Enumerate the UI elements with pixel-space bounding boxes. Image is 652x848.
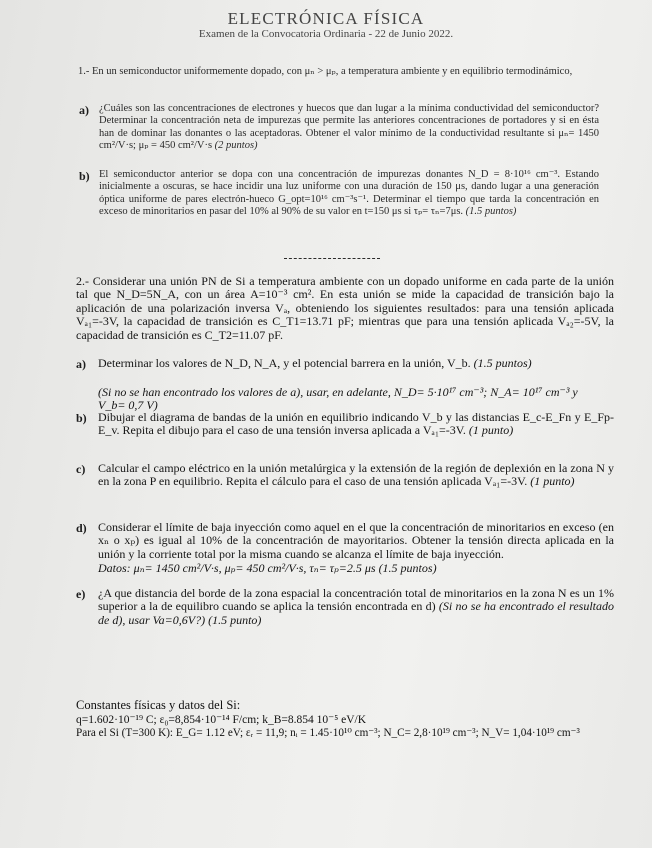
problem-2d-data-values: Datos: μₙ= 1450 cm²/V·s, μₚ= 450 cm²/V·s, τₙ= τₚ=2.5 μs xyxy=(98,561,376,575)
problem-2c-label: c) xyxy=(76,462,86,476)
problem-1b-label: b) xyxy=(79,169,90,183)
problem-1a-points: (2 puntos) xyxy=(214,140,258,152)
problem-2e-points: (1.5 punto) xyxy=(208,612,262,627)
problem-1b-points: (1.5 puntos) xyxy=(465,206,517,218)
problem-2a-points: (1.5 puntos) xyxy=(473,356,532,370)
problem-2e-label: e) xyxy=(76,587,86,601)
problem-2d-data xyxy=(98,562,614,575)
exam-subtitle: Examen de la Convocatoria Ordinaria - 22 de Junio 2022. xyxy=(198,28,454,40)
problem-2e-text xyxy=(98,587,614,627)
problem-1a-statement: ¿Cuáles son las concentraciones de electrones y huecos que dan lugar a la mínima conductividad del semiconductor? Determinar la concentración neta de impurezas que permite las anteriores concentraciones de portadores y si en ésta han de dominar las donantes o las aceptadoras. Obtener el valor mínimo de la conductividad resultante si μₙ= 1450 cm²/V·s; μₚ = 450 cm²/V·s xyxy=(99,103,599,152)
exam-title: ELECTRÓNICA FÍSICA xyxy=(227,9,425,28)
problem-2b-text xyxy=(98,411,614,438)
problem-2b-points: (1 punto) xyxy=(468,423,514,438)
problem-2b-statement: Dibujar el diagrama de bandas de la unión en equilibrio indicando V_b y las distancias E_c-E_Fn y E_Fp-E_v. Repita el dibujo para el caso de una tensión inversa aplicada a Vₐ₁=-3V. xyxy=(98,410,614,438)
problem-1a-label: a) xyxy=(79,103,89,117)
problem-1b-statement: El semiconductor anterior se dopa con una concentración de impurezas donantes N_D = 8·10¹⁶ cm⁻³. Estando inicialmente a oscuras, se hace incidir una luz uniforme con una duración de 150 μs, dando lugar a una generación óptica uniforme de pares electrón-hueco G_opt=10¹⁶ cm⁻³s⁻¹. Determinar el tiempo que tarda la concentración en exceso de minoritarios en pasar del 10% al 90% de su valor en t=150 μs si τₚ= τₙ=7μs. xyxy=(99,169,599,218)
constants-heading: Constantes físicas y datos del Si: xyxy=(76,698,241,712)
problem-2d-text: Considerar el límite de baja inyección como aquel en el que la concentración de minoritarios en exceso (en xₙ o xₚ) es igual al 10% de la concentración de mayoritarios. Obtener la tensión directa aplicada en la unión y la corriente total por la misma cuando se alcanza el límite de baja inyección. xyxy=(98,520,614,561)
constants-line-2: Para el Si (T=300 K): E_G= 1.12 eV; εᵣ = 11,9; nᵢ = 1.45·10¹⁰ cm⁻³; N_C= 2,8·10¹⁹ cm⁻³; N_V= 1,04·10¹⁹ cm⁻³ xyxy=(76,727,580,739)
problem-2a-note: (Si no se han encontrado los valores de a), usar, en adelante, N_D= 5·10¹⁷ cm⁻³; N_A= 10¹⁷ cm⁻³ y V_b= 0,7 V) xyxy=(98,385,578,413)
problem-2c-statement: Calcular el campo eléctrico en la unión metalúrgica y la extensión de la región de deplexión en la zona N y en la zona P en equilibrio. Repita el cálculo para el caso de una tensión aplicada Vₐ₁=-3V. xyxy=(98,461,614,489)
problem-2e-statement: ¿A que distancia del borde de la zona espacial la concentración total de minoritarios en la zona N es un 1% superior a la de equilibro cuando se aplica la tensión encontrada en d) xyxy=(98,586,614,614)
problem-2a-label: a) xyxy=(76,357,86,371)
problem-2d-points: (1.5 puntos) xyxy=(378,561,437,575)
problem-1-intro: 1.- En un semiconductor uniformemente dopado, con μₙ > μₚ, a temperatura ambiente y en equilibrio termodinámico, xyxy=(78,66,573,77)
problem-2e-note: (Si no se ha encontrado el resultado de d), usar Va=0,6V?) xyxy=(98,599,615,627)
problem-2b-label: b) xyxy=(76,411,87,425)
constants-line-1: q=1.602·10⁻¹⁹ C; ε₀=8,854·10⁻¹⁴ F/cm; k_B=8.854 10⁻⁵ eV/K xyxy=(76,714,366,726)
problem-2c-points: (1 punto) xyxy=(530,474,575,489)
problem-2a-text xyxy=(98,357,614,370)
problem-1b-text xyxy=(99,169,599,219)
section-divider xyxy=(284,258,380,259)
problem-2d-label: d) xyxy=(76,521,87,535)
problem-2-intro: 2.- Considerar una unión PN de Si a temperatura ambiente con un dopado uniforme en cada parte de la unión tal que N_D=5N_A, con un área A=10⁻³ cm². En esta unión se mide la capacidad de transición bajo la aplicación de una polarización inversa Vₐ, obteniendo los siguientes resultados: para una tensión aplicada Vₐ₁=-3V, la capacidad de transición es C_T1=13.71 pF; mientras que para una tensión aplicada Vₐ₂=-5V, la capacidad de transición es C_T2=11.07 pF. xyxy=(76,274,614,342)
problem-2c-text xyxy=(98,462,614,489)
problem-2a-statement: Determinar los valores de N_D, N_A, y el potencial barrera en la unión, V_b. xyxy=(98,356,471,370)
problem-1a-text xyxy=(99,103,599,153)
constants-block xyxy=(76,699,646,740)
